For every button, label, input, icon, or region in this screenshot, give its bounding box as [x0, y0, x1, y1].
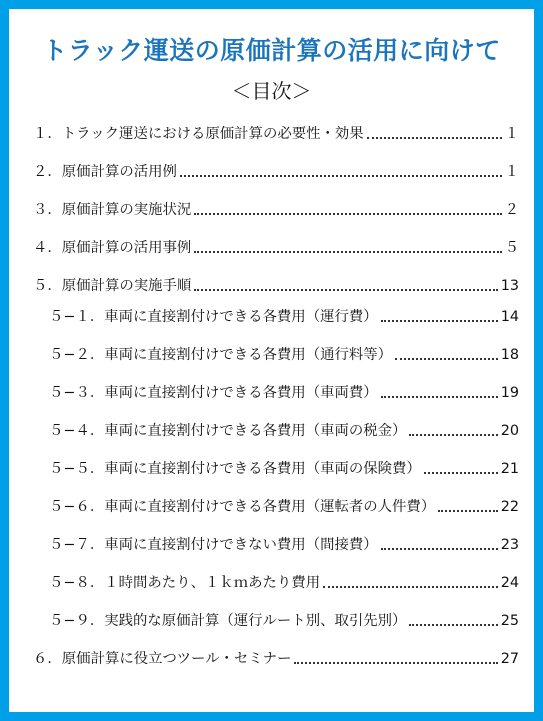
toc-entry-page: 21	[500, 461, 519, 477]
toc-dot-leader	[367, 137, 502, 139]
toc-entry-page: 27	[500, 651, 519, 667]
toc-entry[interactable]	[33, 274, 519, 296]
toc-subentry[interactable]	[49, 305, 519, 327]
toc-entry-page: 18	[500, 347, 519, 363]
toc-entry-page: 22	[500, 499, 519, 515]
toc-dot-leader	[381, 548, 498, 550]
toc-entry-page: 13	[500, 278, 519, 294]
toc-entry[interactable]	[33, 198, 519, 220]
toc-entry-label: ２．原価計算の活用例	[33, 164, 177, 180]
toc-dot-leader	[381, 320, 498, 322]
toc-entry-label: ５−１．車両に直接割付けできる各費用（運行費）	[49, 309, 378, 325]
toc-dot-leader	[194, 289, 497, 291]
toc-entry-label: ５−８．１時間あたり、１ｋｍあたり費用	[49, 575, 321, 591]
toc-entry[interactable]	[33, 647, 519, 669]
toc-entry-label: ５−３．車両に直接割付けできる各費用（車両費）	[49, 385, 378, 401]
document-title: トラック運送の原価計算の活用に向けて	[42, 36, 501, 65]
toc-dot-leader	[381, 396, 498, 398]
toc-dot-leader	[409, 624, 497, 626]
toc-entry-label: ５−２．車両に直接割付けできる各費用（通行料等）	[49, 347, 393, 363]
toc-entry-page: 19	[500, 385, 519, 401]
toc-subentry[interactable]	[49, 457, 519, 479]
toc-entry-label: ３．原価計算の実施状況	[33, 202, 192, 218]
toc-dot-leader	[395, 358, 498, 360]
toc-entry-label: ５−９．実践的な原価計算（運行ルート別、取引先別）	[49, 613, 407, 629]
toc-entry-label: ４．原価計算の活用事例	[33, 240, 192, 256]
toc-entry-label: ５−５．車両に直接割付けできる各費用（車両の保険費）	[49, 461, 421, 477]
toc-entry-label: １．トラック運送における原価計算の必要性・効果	[33, 126, 364, 142]
toc-entry-label: ５．原価計算の実施手順	[33, 278, 192, 294]
toc-dot-leader	[180, 175, 502, 177]
toc-entry[interactable]	[33, 122, 519, 144]
toc-subentry[interactable]	[49, 533, 519, 555]
toc-subentry[interactable]	[49, 381, 519, 403]
toc-subentry[interactable]	[49, 343, 519, 365]
toc-dot-leader	[194, 213, 501, 215]
toc-heading: ＜目次＞	[231, 79, 312, 103]
toc-dot-leader	[424, 472, 498, 474]
toc-dot-leader	[194, 251, 501, 253]
toc-entry-page: ２	[504, 202, 519, 218]
toc-entry-page: ５	[504, 240, 519, 256]
toc-dot-leader	[294, 662, 497, 664]
toc-entry-page: 25	[500, 613, 519, 629]
toc-subentry[interactable]	[49, 609, 519, 631]
toc-subentry[interactable]	[49, 571, 519, 593]
toc-entry-page: 14	[500, 309, 519, 325]
toc-entry-page: 23	[500, 537, 519, 553]
toc-entry-page: １	[504, 126, 519, 142]
toc-dot-leader	[438, 510, 497, 512]
toc-entry-page: 20	[500, 423, 519, 439]
toc-entry-label: ５−４．車両に直接割付けできる各費用（車両の税金）	[49, 423, 407, 439]
toc-entry[interactable]	[33, 160, 519, 182]
toc-entry-page: １	[504, 164, 519, 180]
toc-subentry[interactable]	[49, 495, 519, 517]
toc-panel	[9, 9, 534, 712]
toc-subentry[interactable]	[49, 419, 519, 441]
toc-entry-page: 24	[500, 575, 519, 591]
toc-dot-leader	[409, 434, 497, 436]
toc-entry[interactable]	[33, 236, 519, 258]
toc-entry-label: ６．原価計算に役立つツール・セミナー	[33, 651, 292, 667]
toc-dot-leader	[323, 586, 498, 588]
toc-entry-label: ５−６．車両に直接割付けできる各費用（運転者の人件費）	[49, 499, 436, 515]
table-of-contents	[9, 9, 534, 712]
toc-entry-label: ５−７．車両に直接割付けできない費用（間接費）	[49, 537, 378, 553]
